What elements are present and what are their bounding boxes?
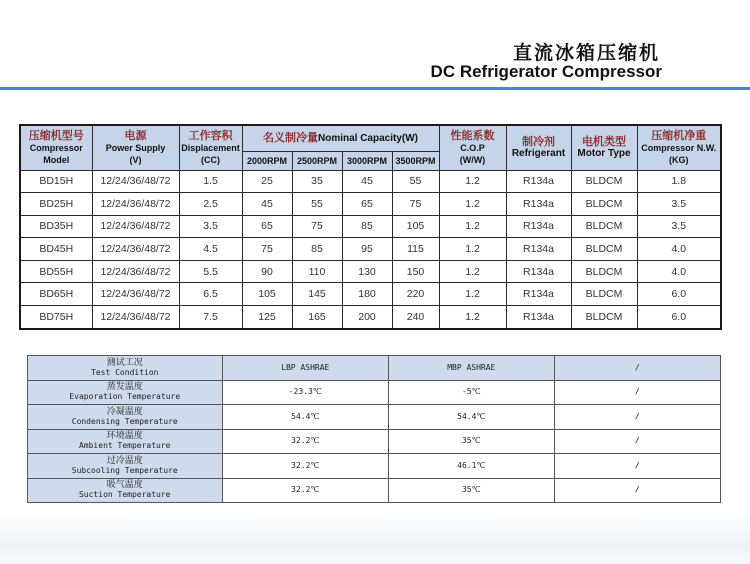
header-motor-zh: 电机类型 [582,134,626,148]
spec-cell: 25 [242,170,292,193]
header-power-en: Power Supply [105,142,166,153]
test-condition-zh: 环境温度 [106,431,143,442]
header-refrigerant-en: Refrigerant [511,147,566,159]
test-condition-label [28,454,223,479]
test-value-other: / [554,454,720,479]
header-weight [637,125,721,170]
page-title-chinese: 直流冰箱压缩机 [512,42,660,64]
test-header-other: / [554,356,720,381]
spec-cell: 1.2 [439,170,506,193]
spec-cell: R134a [506,306,571,329]
spec-cell: 45 [342,170,392,193]
spec-table-body [20,170,721,329]
header-disp-zh: 工作容积 [188,128,233,142]
header-model-zh: 压缩机型号 [28,128,84,142]
header-motor [571,125,637,170]
test-header-en: Test Condition [91,367,159,377]
header-weight-en: Compressor N.W. [641,142,717,153]
rpm-header: 2500RPM [292,151,342,170]
test-value-mbp: 35℃ [389,429,555,454]
header-model-en2: Model [43,154,70,165]
spec-cell: 65 [342,193,392,216]
spec-cell: 1.2 [439,215,506,238]
header-power-en2: (V) [129,154,142,165]
bottom-fade [0,515,750,564]
spec-cell: 3.5 [637,193,721,216]
spec-cell: 1.2 [439,193,506,216]
spec-cell: BLDCM [571,306,637,329]
spec-cell: 1.5 [179,170,242,193]
test-condition-en: Subcooling Temperature [71,465,178,475]
spec-cell: 3.5 [637,215,721,238]
header-capacity-en: Nominal Capacity(W) [317,132,418,144]
spec-cell: 35 [292,170,342,193]
spec-cell: 5.5 [179,260,242,283]
test-row [28,380,721,405]
spec-cell: 145 [292,283,342,306]
spec-cell: 75 [242,238,292,261]
spec-cell: 4.0 [637,238,721,261]
spec-cell: 12/24/36/48/72 [92,170,179,193]
spec-cell: BD45H [20,238,92,261]
header-disp-en2: (CC) [201,154,220,165]
header-weight-zh: 压缩机净重 [651,128,707,142]
header-weight-en2: (KG) [669,154,689,165]
rpm-header: 3000RPM [342,151,392,170]
header-displacement [179,125,242,170]
spec-cell: 4.5 [179,238,242,261]
spec-cell: 2.5 [179,193,242,216]
test-value-other: / [554,405,720,430]
spec-row [20,193,721,216]
spec-cell: 12/24/36/48/72 [92,215,179,238]
spec-cell: 110 [292,260,342,283]
test-condition-en: Evaporation Temperature [69,392,181,402]
test-header-condition [28,356,223,381]
spec-cell: 75 [392,193,439,216]
test-condition-en: Suction Temperature [78,490,171,500]
test-value-mbp: -5℃ [389,380,555,405]
spec-cell: BD25H [20,193,92,216]
spec-cell: 12/24/36/48/72 [92,193,179,216]
test-value-other: / [554,380,720,405]
spec-cell: 85 [292,238,342,261]
spec-cell: 65 [242,215,292,238]
test-value-mbp: 54.4℃ [389,405,555,430]
spec-row [20,215,721,238]
spec-cell: R134a [506,238,571,261]
test-value-other: / [554,478,720,503]
header-model [20,125,92,170]
spec-cell: 12/24/36/48/72 [92,283,179,306]
header-capacity [242,125,439,151]
test-row [28,429,721,454]
spec-cell: BLDCM [571,193,637,216]
spec-cell: BLDCM [571,170,637,193]
spec-cell: 6.0 [637,283,721,306]
spec-cell: 55 [392,170,439,193]
spec-cell: 95 [342,238,392,261]
spec-cell: BLDCM [571,260,637,283]
spec-cell: R134a [506,283,571,306]
test-value-other: / [554,429,720,454]
header-cop-en: C.O.P [460,142,485,153]
test-condition-label [28,429,223,454]
header-refrigerant [506,125,571,170]
header-cop-zh: 性能系数 [450,128,495,142]
test-condition-zh: 冷凝温度 [106,406,143,417]
spec-cell: 6.5 [179,283,242,306]
spec-cell: 75 [292,215,342,238]
spec-cell: 45 [242,193,292,216]
spec-cell: 1.2 [439,306,506,329]
test-value-lbp: 32.2℃ [222,478,389,503]
spec-cell: 240 [392,306,439,329]
spec-cell: R134a [506,260,571,283]
test-value-lbp: 32.2℃ [222,454,389,479]
test-condition-en: Condensing Temperature [71,416,178,426]
spec-cell: 130 [342,260,392,283]
spec-row [20,260,721,283]
spec-cell: BD35H [20,215,92,238]
test-table-body [28,380,721,503]
test-condition-label [28,380,223,405]
test-header-zh: 测试工况 [106,357,143,368]
header-power [92,125,179,170]
test-condition-zh: 过冷温度 [106,455,143,466]
test-value-mbp: 35℃ [389,478,555,503]
spec-cell: BLDCM [571,283,637,306]
compressor-spec-table [19,124,722,330]
spec-cell: R134a [506,215,571,238]
spec-cell: 90 [242,260,292,283]
spec-cell: 125 [242,306,292,329]
spec-cell: 4.0 [637,260,721,283]
spec-cell: 85 [342,215,392,238]
spec-cell: 7.5 [179,306,242,329]
spec-cell: 1.2 [439,260,506,283]
test-value-lbp: -23.3℃ [222,380,389,405]
test-row [28,478,721,503]
spec-cell: R134a [506,170,571,193]
spec-cell: 200 [342,306,392,329]
spec-cell: 12/24/36/48/72 [92,260,179,283]
spec-row [20,306,721,329]
spec-cell: 1.8 [637,170,721,193]
spec-cell: 12/24/36/48/72 [92,238,179,261]
spec-cell: 6.0 [637,306,721,329]
header-power-zh: 电源 [124,128,147,142]
spec-cell: BD55H [20,260,92,283]
test-condition-zh: 蒸发温度 [106,382,143,393]
spec-cell: 1.2 [439,238,506,261]
spec-cell: 12/24/36/48/72 [92,306,179,329]
spec-cell: 105 [242,283,292,306]
spec-cell: 105 [392,215,439,238]
spec-cell: 3.5 [179,215,242,238]
spec-cell: 150 [392,260,439,283]
test-value-lbp: 32.2℃ [222,429,389,454]
spec-cell: 115 [392,238,439,261]
spec-cell: R134a [506,193,571,216]
header-motor-en: Motor Type [577,147,631,159]
spec-cell: 55 [292,193,342,216]
spec-cell: 1.2 [439,283,506,306]
header-cop [439,125,506,170]
spec-cell: BD75H [20,306,92,329]
page-title-english: DC Refrigerator Compressor [430,62,662,81]
test-header-mbp: MBP ASHRAE [389,356,555,381]
spec-cell: 220 [392,283,439,306]
spec-cell: BLDCM [571,215,637,238]
test-row [28,405,721,430]
title-divider [0,87,750,90]
test-value-mbp: 46.1℃ [389,454,555,479]
test-condition-label [28,478,223,503]
rpm-header: 3500RPM [392,151,439,170]
test-row [28,454,721,479]
test-header-lbp: LBP ASHRAE [222,356,389,381]
test-condition-zh: 吸气温度 [106,480,143,491]
test-condition-table [27,355,721,503]
header-refrigerant-zh: 制冷剂 [522,134,555,148]
spec-cell: BD65H [20,283,92,306]
header-cop-en2: (W/W) [459,154,486,165]
test-condition-en: Ambient Temperature [78,441,171,451]
spec-row [20,283,721,306]
header-model-en: Compressor [29,142,83,153]
test-value-lbp: 54.4℃ [222,405,389,430]
spec-row [20,170,721,193]
spec-row [20,238,721,261]
spec-cell: 165 [292,306,342,329]
test-condition-label [28,405,223,430]
spec-cell: 180 [342,283,392,306]
header-capacity-zh: 名义制冷量 [262,130,318,144]
rpm-header: 2000RPM [242,151,292,170]
header-disp-en: Displacement [181,142,240,153]
spec-cell: BLDCM [571,238,637,261]
spec-cell: BD15H [20,170,92,193]
